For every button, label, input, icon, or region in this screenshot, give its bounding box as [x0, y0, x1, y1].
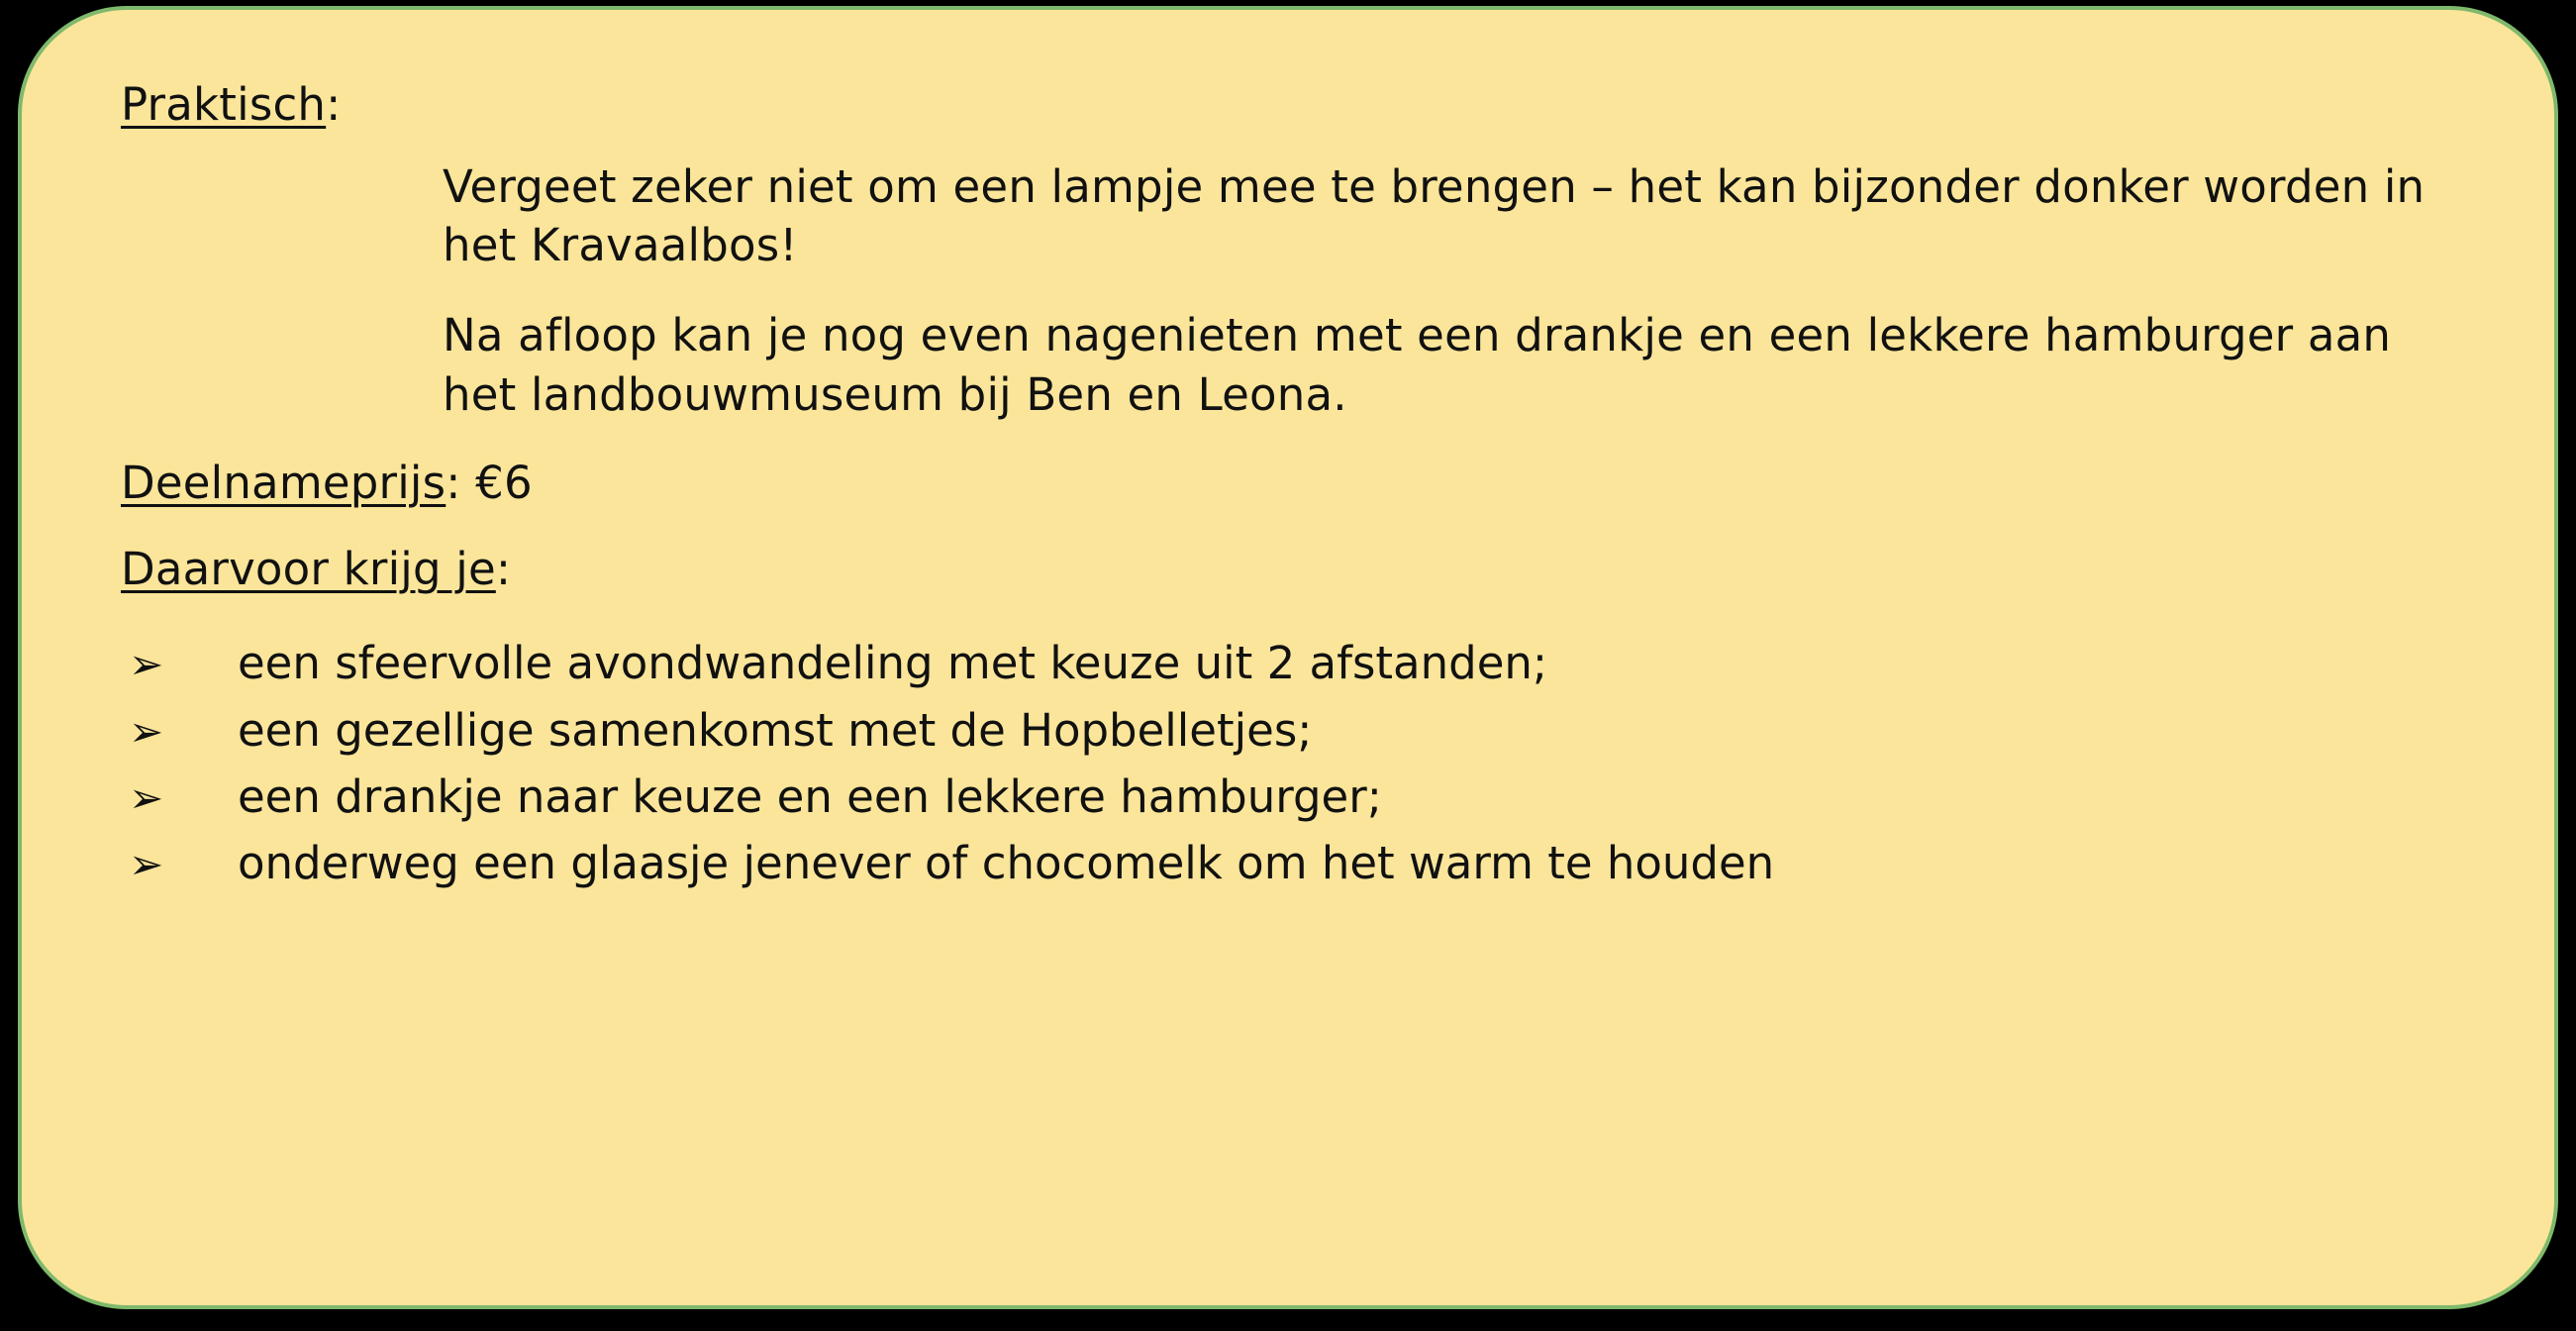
practical-item-1: Vergeet zeker niet om een lampje mee te brengen – het kan bijzonder donker worden in het Kravaalbos! [443, 159, 2426, 272]
price-line [121, 458, 2465, 510]
practical-item-2: Na afloop kan je nog even nagenieten met een drankje en een lekkere hamburger aan het landbouwmuseum bij Ben en Leona. [443, 309, 2392, 421]
list-item [121, 704, 2465, 757]
arrow-bullet-icon: ➢ [129, 839, 164, 888]
includes-heading-colon: : [495, 542, 512, 595]
arrow-bullet-icon: ➢ [129, 706, 164, 756]
arrow-bullet-icon: ➢ [129, 640, 164, 689]
info-card [18, 6, 2558, 1309]
arrow-bullet-icon: ➢ [129, 772, 164, 822]
price-value: : €6 [446, 457, 533, 510]
list-item [121, 637, 2465, 689]
list-item-label: een drankje naar keuze en een lekkere hamburger; [238, 769, 1382, 823]
includes-heading-label: Daarvoor krijg je [121, 542, 496, 595]
includes-heading [121, 544, 2465, 596]
list-item [121, 770, 2465, 823]
practical-heading-colon: : [326, 78, 342, 131]
list-item-label: onderweg een glaasje jenever of chocomelk om het warm te houden [238, 836, 1775, 889]
price-label: Deelnameprijs [121, 457, 446, 510]
list-item-label: een gezellige samenkomst met de Hopbelletjes; [238, 703, 1313, 757]
list-item-label: een sfeervolle avondwandeling met keuze uit 2 afstanden; [238, 637, 1548, 690]
list-item [121, 837, 2465, 889]
practical-heading-label: Praktisch [121, 78, 327, 131]
includes-list [121, 637, 2465, 888]
practical-heading [121, 79, 2465, 132]
